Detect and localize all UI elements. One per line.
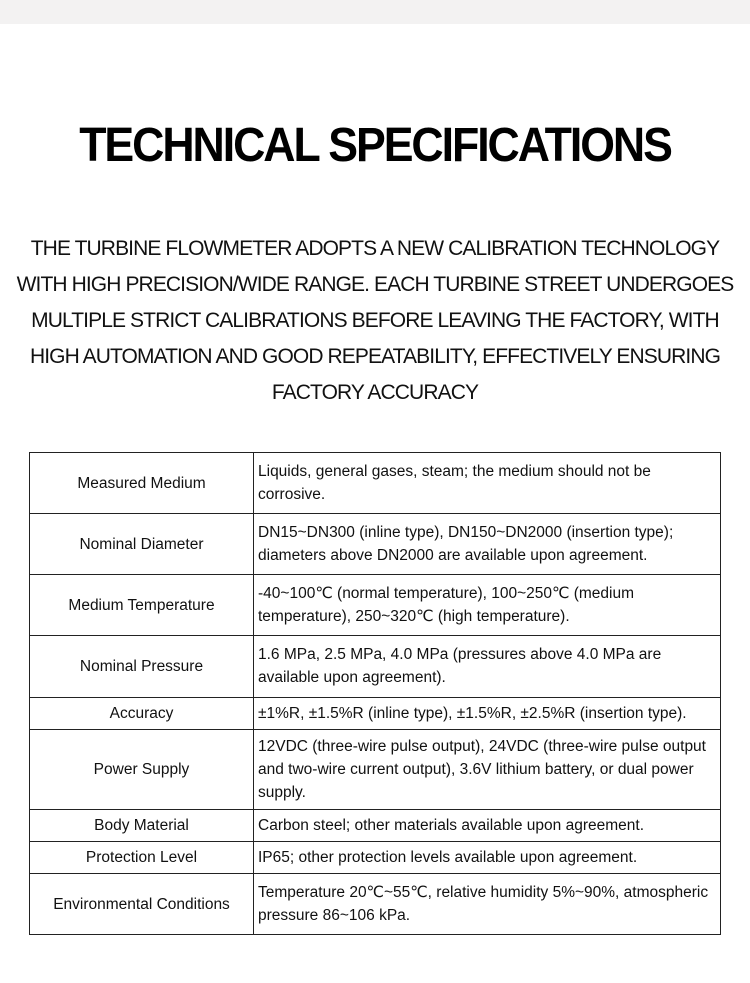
intro-line: THE TURBINE FLOWMETER ADOPTS A NEW CALIBRATION TECHNOLOGY — [30, 237, 720, 260]
spec-label: Nominal Diameter — [30, 514, 254, 575]
page-title: TECHNICAL SPECIFICATIONS — [79, 119, 671, 172]
spec-value: DN15~DN300 (inline type), DN150~DN2000 (insertion type); diameters above DN2000 are available upon agreement. — [254, 514, 721, 575]
spec-value: Liquids, general gases, steam; the medium should not be corrosive. — [254, 453, 721, 514]
spec-value: Temperature 20℃~55℃, relative humidity 5%~90%, atmospheric pressure 86~106 kPa. — [254, 874, 721, 935]
spec-label: Body Material — [30, 810, 254, 842]
spec-value: -40~100℃ (normal temperature), 100~250℃ (medium temperature), 250~320℃ (high temperature). — [254, 575, 721, 636]
intro-line: WITH HIGH PRECISION/WIDE RANGE. EACH TURBINE STREET UNDERGOES — [16, 273, 734, 296]
spec-row-measured-medium — [30, 453, 721, 514]
spec-table — [29, 452, 721, 935]
intro-line: FACTORY ACCURACY — [271, 381, 479, 404]
spec-row-protection-level — [30, 842, 721, 874]
spec-value: Carbon steel; other materials available upon agreement. — [254, 810, 721, 842]
intro-paragraph — [0, 231, 750, 411]
spec-label: Protection Level — [30, 842, 254, 874]
spec-row-body-material — [30, 810, 721, 842]
spec-label: Nominal Pressure — [30, 636, 254, 698]
spec-row-power-supply — [30, 730, 721, 810]
spec-value: ±1%R, ±1.5%R (inline type), ±1.5%R, ±2.5%R (insertion type). — [254, 698, 721, 730]
spec-row-medium-temperature — [30, 575, 721, 636]
spec-label: Measured Medium — [30, 453, 254, 514]
spec-value: 12VDC (three-wire pulse output), 24VDC (three-wire pulse output and two-wire current output), 3.6V lithium battery, or dual power supply. — [254, 730, 721, 810]
intro-line: MULTIPLE STRICT CALIBRATIONS BEFORE LEAVING THE FACTORY, WITH — [31, 309, 719, 332]
intro-line: HIGH AUTOMATION AND GOOD REPEATABILITY, EFFECTIVELY ENSURING — [29, 345, 721, 368]
spec-label: Power Supply — [30, 730, 254, 810]
spec-label: Environmental Conditions — [30, 874, 254, 935]
spec-row-accuracy — [30, 698, 721, 730]
spec-row-nominal-diameter — [30, 514, 721, 575]
spec-row-nominal-pressure — [30, 636, 721, 698]
spec-label: Medium Temperature — [30, 575, 254, 636]
spec-label: Accuracy — [30, 698, 254, 730]
spec-row-environmental-conditions — [30, 874, 721, 935]
top-band — [0, 0, 750, 24]
spec-value: IP65; other protection levels available upon agreement. — [254, 842, 721, 874]
spec-value: 1.6 MPa, 2.5 MPa, 4.0 MPa (pressures above 4.0 MPa are available upon agreement). — [254, 636, 721, 698]
